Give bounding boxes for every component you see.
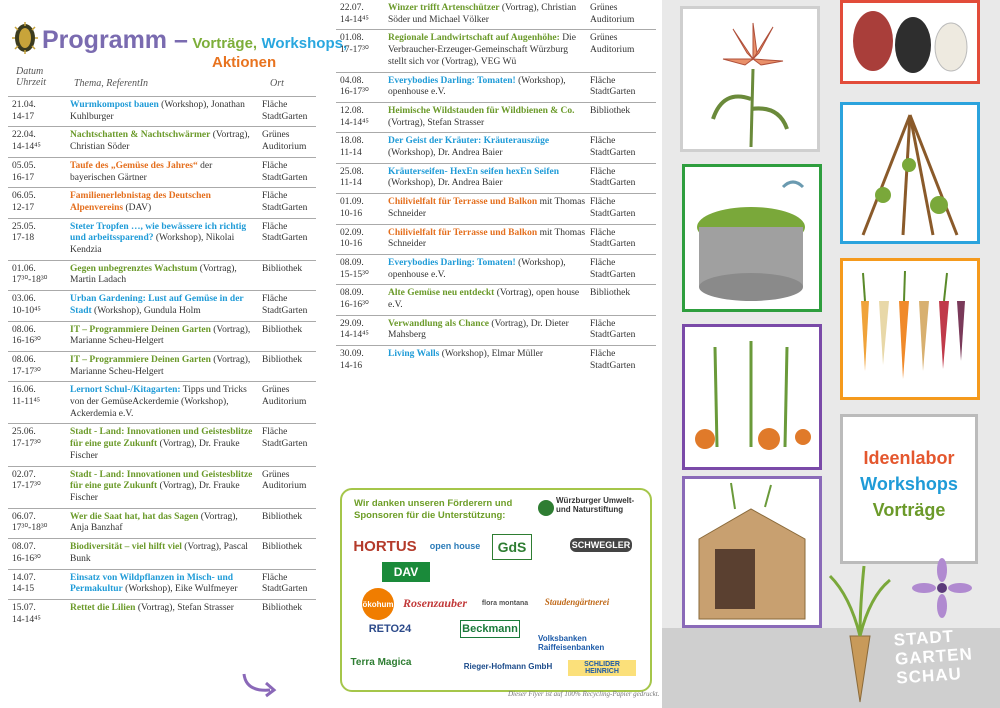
event-time: 17³⁰-18³⁰ — [12, 523, 48, 534]
event-row — [336, 0, 656, 29]
event-place: Fläche StadtGarten — [590, 349, 636, 371]
sponsor-logo-terra-magica: Terra Magica — [350, 656, 412, 668]
event-details: (Workshop), Elmar Müller — [439, 349, 544, 360]
event-date: 29.09. — [340, 318, 364, 329]
event-datetime — [12, 573, 66, 596]
event-details: (Vortrag), Martin Ladach — [70, 263, 237, 286]
event-datetime — [12, 385, 66, 408]
stadtgartenschau-stamp — [893, 625, 975, 687]
event-topic — [70, 542, 258, 565]
event-details: (Vortrag), Christian Söder — [70, 130, 250, 153]
event-datetime — [12, 191, 66, 214]
sponsor-logo-reto24: RETO24 — [368, 623, 412, 635]
event-datetime — [12, 325, 66, 348]
event-row — [8, 96, 316, 126]
event-title: IT – Programmiere Deinen Garten — [70, 324, 211, 335]
event-title: Chilivielfalt für Terrasse und Balkon — [388, 227, 538, 238]
event-place: Fläche StadtGarten — [590, 75, 636, 98]
event-row — [8, 538, 316, 568]
event-place: Bibliothek — [262, 542, 303, 553]
event-row — [336, 102, 656, 132]
event-title: Steter Tropfen …, wie bewässere ich richtig und arbeitssparend? — [70, 221, 247, 244]
event-title: Everybodies Darling: Tomaten! — [388, 257, 516, 268]
event-details: (Workshop), Nikolai Kendzia — [70, 233, 235, 256]
event-place: Bibliothek — [262, 324, 303, 335]
ideenlabor-label: Ideenlabor — [863, 448, 955, 468]
event-time: 17³⁰-18³⁰ — [12, 275, 48, 286]
event-table-right — [336, 0, 656, 371]
event-time: 11-11⁴⁵ — [12, 397, 41, 408]
event-row — [8, 466, 316, 508]
event-time: 14-14⁴⁵ — [340, 117, 369, 128]
sponsor-logo-staudengaertnerei: Staudengärtnerei — [544, 597, 610, 607]
event-row — [8, 290, 316, 320]
event-details: Die Verbraucher-Erzeuger-Gemeinschaft Würzburg stellt sich vor (Vortrag), VEG Wü — [388, 33, 576, 67]
col-date-label: Datum — [16, 66, 44, 77]
event-details: (Workshop), Dr. Andrea Baier — [388, 148, 503, 159]
event-details: (Workshop), openhouse e.V. — [388, 257, 566, 280]
event-time: 14-14⁴⁵ — [12, 614, 41, 625]
ideenlabor-box — [840, 414, 978, 564]
event-time: 10-10⁴⁵ — [12, 305, 41, 316]
event-datetime — [12, 161, 66, 184]
event-details: (Vortrag), Stefan Strasser — [135, 602, 234, 613]
event-title: Alte Gemüse neu entdeckt — [388, 288, 495, 299]
event-topic — [388, 349, 588, 361]
root-flower-icon — [820, 556, 900, 706]
event-details: (Workshop), Gundula Holm — [91, 305, 201, 316]
event-time: 15-15³⁰ — [340, 269, 369, 280]
event-topic — [388, 136, 588, 159]
event-row — [8, 126, 316, 156]
event-date: 04.08. — [340, 75, 364, 86]
event-topic — [70, 355, 258, 378]
herb-spiral-illustration — [682, 164, 822, 312]
event-topic — [70, 427, 258, 462]
event-row — [8, 260, 316, 290]
event-topic — [388, 258, 588, 281]
event-date: 08.09. — [340, 257, 364, 268]
event-time: 16-16³⁰ — [340, 300, 369, 311]
stamp-line-1: STADT — [893, 626, 955, 650]
event-details: (Workshop), Eike Wulfmeyer — [122, 584, 238, 595]
event-date: 01.08. — [340, 33, 364, 44]
event-time: 16-16³⁰ — [12, 336, 41, 347]
three-sisters-illustration — [682, 324, 822, 470]
event-datetime — [340, 3, 390, 26]
event-datetime — [340, 76, 390, 99]
lily-illustration — [680, 6, 820, 152]
sponsor-logo-oekohum: ökohum — [362, 588, 394, 620]
event-row — [336, 29, 656, 71]
stamp-line-2: GARTEN — [894, 644, 974, 669]
event-date: 08.09. — [340, 288, 364, 299]
event-date: 05.05. — [12, 160, 36, 171]
root-vegetables-illustration — [840, 258, 980, 400]
event-time: 10-16 — [340, 208, 363, 219]
event-place: Grünes Auditorium — [262, 469, 307, 492]
event-date: 02.07. — [12, 469, 36, 480]
event-title: Wurmkompost bauen — [70, 100, 159, 110]
event-details: (Vortrag), Dr. Dieter Mahsberg — [388, 318, 569, 341]
event-datetime — [12, 542, 66, 565]
event-row — [8, 423, 316, 465]
event-place: Fläche StadtGarten — [262, 572, 308, 595]
event-datetime — [12, 130, 66, 153]
event-details: (DAV) — [123, 202, 152, 213]
sunflower-seed-icon — [10, 22, 40, 54]
event-date: 08.06. — [12, 354, 36, 365]
title-aktionen: Aktionen — [212, 54, 277, 71]
event-time: 10-16 — [340, 239, 363, 250]
event-title: Kräuterseifen- HexEn seifen hexEn Seifen — [388, 166, 559, 177]
event-place: Bibliothek — [262, 602, 303, 613]
next-page-arrow-icon — [240, 668, 280, 698]
page-title — [42, 26, 348, 71]
event-datetime — [340, 288, 390, 311]
event-title: Stadt - Land: Innovationen und Geistesblitze für eine gute Zukunft — [70, 427, 253, 450]
title-vortraege: Vorträge, — [192, 35, 258, 52]
event-datetime — [340, 136, 390, 159]
event-title: Urban Gardening: Lust auf Gemüse in der Stadt — [70, 294, 244, 316]
event-time: 17-18 — [12, 233, 35, 244]
event-row — [336, 345, 656, 371]
event-datetime — [12, 294, 66, 317]
event-place: Fläche StadtGarten — [590, 197, 636, 219]
event-datetime — [340, 349, 390, 372]
event-place: Fläche StadtGarten — [262, 160, 308, 183]
event-details: (Vortrag), Dr. Frauke Fischer — [70, 439, 240, 461]
event-row — [336, 193, 656, 223]
event-date: 03.06. — [12, 294, 36, 305]
event-title: Everybodies Darling: Tomaten! — [388, 75, 516, 86]
event-title: Chilivielfalt für Terrasse und Balkon — [388, 197, 538, 208]
event-topic — [70, 161, 258, 184]
sponsor-logo-gds: GdS — [492, 534, 532, 560]
event-topic — [388, 197, 588, 220]
event-place: Grünes Auditorium — [590, 33, 635, 56]
event-date: 06.05. — [12, 191, 36, 202]
event-row — [8, 157, 316, 187]
event-time: 11-14 — [340, 178, 362, 189]
event-time: 14-16 — [340, 360, 363, 371]
event-time: 16-16³⁰ — [12, 553, 41, 564]
event-time: 14-15 — [12, 584, 35, 595]
event-title: Biodiversität – viel hilft viel — [70, 542, 182, 553]
event-place: Fläche StadtGarten — [590, 227, 636, 250]
sponsor-logo-schwegler: SCHWEGLER — [571, 540, 631, 550]
event-row — [336, 132, 656, 162]
event-time: 14-14⁴⁵ — [12, 142, 41, 153]
event-datetime — [12, 222, 66, 245]
event-date: 25.08. — [340, 166, 364, 177]
event-date: 12.08. — [340, 105, 364, 116]
event-datetime — [340, 167, 390, 190]
event-time: 14-17 — [12, 111, 35, 122]
event-date: 08.06. — [12, 324, 36, 335]
event-row — [336, 284, 656, 314]
event-datetime — [12, 264, 66, 287]
event-details: (Vortrag), Anja Banzhaf — [70, 511, 238, 534]
event-datetime — [12, 603, 66, 626]
event-topic — [388, 76, 588, 99]
event-title: Verwandlung als Chance — [388, 318, 490, 329]
title-main: Programm – — [42, 26, 188, 54]
event-topic — [70, 294, 258, 317]
event-topic — [388, 319, 588, 342]
stamp-line-3: SCHAU — [895, 664, 963, 688]
sponsor-box — [340, 488, 652, 692]
sponsor-logo-rosenzauber: Rosenzauber — [402, 595, 467, 610]
event-date: 22.04. — [12, 130, 36, 141]
event-title: Taufe des „Gemüse des Jahres“ — [70, 160, 198, 171]
event-topic — [70, 385, 258, 420]
event-table-left — [8, 96, 316, 625]
event-date: 25.05. — [12, 221, 36, 232]
sponsor-heading: Wir danken unseren Förderern und Sponsoren für die Unterstützung: — [354, 498, 513, 521]
event-datetime — [12, 427, 66, 450]
event-date: 01.06. — [12, 263, 36, 274]
raised-bed-illustration — [682, 476, 822, 628]
event-date: 25.06. — [12, 427, 36, 438]
event-place: Fläche StadtGarten — [262, 294, 308, 316]
event-time: 16-17 — [12, 172, 35, 183]
event-title: Gegen unbegrenztes Wachstum — [70, 263, 198, 274]
event-datetime — [340, 228, 390, 251]
event-title: Stadt - Land: Innovationen und Geistesblitze für eine gute Zukunft — [70, 469, 253, 492]
event-datetime — [340, 33, 390, 56]
event-topic — [70, 264, 258, 287]
event-time: 14-14⁴⁵ — [340, 14, 369, 25]
event-topic — [70, 130, 258, 153]
event-topic — [70, 100, 258, 123]
event-topic — [388, 3, 588, 26]
event-row — [8, 218, 316, 260]
event-title: Lernort Schul-/Kitagarten: — [70, 385, 181, 396]
event-time: 14-14⁴⁵ — [340, 330, 369, 341]
event-date: 14.07. — [12, 572, 36, 583]
event-topic — [70, 603, 258, 615]
event-topic — [388, 228, 588, 251]
event-topic — [70, 222, 258, 257]
event-datetime — [12, 100, 66, 123]
event-details: (Vortrag), Marianne Scheu-Helgert — [70, 354, 251, 377]
event-details: (Vortrag), Christian Söder und Michael Völker — [388, 3, 577, 25]
event-topic — [70, 470, 258, 505]
event-topic — [388, 106, 588, 129]
event-place: Fläche StadtGarten — [262, 221, 308, 244]
event-topic — [70, 191, 258, 214]
event-row — [8, 508, 316, 538]
event-details: (Workshop), Jonathan Kuhlburger — [70, 100, 245, 122]
event-time: 17-17³⁰ — [12, 439, 41, 450]
event-title: Nachtschatten & Nachtschwärmer — [70, 130, 211, 141]
event-time: 12-17 — [12, 202, 35, 213]
sponsor-logo-dav: DAV — [382, 562, 430, 582]
event-details: mit Thomas Schneider — [388, 197, 586, 219]
tipi-trellis-illustration — [840, 102, 980, 244]
flower-icon — [912, 558, 972, 618]
event-place: Grünes Auditorium — [262, 130, 307, 153]
event-date: 18.08. — [340, 136, 364, 147]
event-datetime — [340, 197, 390, 220]
event-row — [8, 569, 316, 599]
event-time: 11-14 — [340, 148, 362, 159]
event-details: (Vortrag), Pascal Bunk — [70, 542, 248, 564]
sponsor-logo-hortus: HORTUS — [353, 537, 417, 555]
event-place: Bibliothek — [262, 263, 303, 274]
event-place: Fläche StadtGarten — [590, 136, 636, 159]
col-header-place: Ort — [270, 78, 284, 89]
sponsor-logo-schlider: SCHLIDER HEINRICH — [568, 660, 636, 676]
event-place: Fläche StadtGarten — [262, 100, 308, 122]
event-place: Bibliothek — [590, 105, 631, 116]
event-place: Grünes Auditorium — [262, 385, 307, 408]
event-place: Bibliothek — [590, 288, 631, 299]
event-place: Grünes Auditorium — [590, 3, 635, 25]
event-place: Fläche StadtGarten — [262, 427, 308, 450]
sponsor-logo-umweltstiftung: Würzburger Umwelt- und Naturstiftung — [556, 496, 635, 514]
event-details: (Workshop), openhouse e.V. — [388, 75, 566, 98]
event-date: 08.07. — [12, 542, 36, 553]
event-row — [8, 187, 316, 217]
event-date: 06.07. — [12, 511, 36, 522]
event-title: Einsatz von Wildpflanzen in Misch- und Permakultur — [70, 572, 234, 595]
event-title: Wer die Saat hat, hat das Sagen — [70, 511, 199, 522]
sponsor-logo-volksbanken: Volksbanken Raiffeisenbanken — [538, 634, 605, 652]
event-details: (Vortrag), Dr. Frauke Fischer — [70, 481, 240, 503]
sponsor-logo-openhouse: open house — [429, 541, 481, 551]
event-datetime — [340, 258, 390, 281]
event-date: 16.06. — [12, 385, 36, 396]
tree-icon — [538, 500, 554, 516]
event-place: Bibliothek — [262, 511, 303, 522]
event-details: Tipps und Tricks von der GemüseAckerdemie (Workshop), Ackerdemia e.V. — [70, 385, 247, 419]
event-time: 17-17³⁰ — [12, 481, 41, 492]
event-place: Bibliothek — [262, 354, 303, 365]
event-place: Fläche StadtGarten — [262, 191, 308, 213]
event-date: 02.09. — [340, 227, 364, 238]
workshops-label: Workshops — [860, 474, 958, 494]
event-time: 16-17³⁰ — [340, 87, 369, 98]
event-details: (Workshop), Dr. Andrea Baier — [388, 178, 503, 189]
event-place: Fläche StadtGarten — [590, 318, 636, 341]
event-datetime — [340, 106, 390, 129]
event-row — [336, 224, 656, 254]
col-time-label: Uhrzeit — [16, 77, 46, 88]
event-date: 30.09. — [340, 349, 364, 360]
event-title: Rettet die Lilien — [70, 602, 136, 613]
event-title: Winzer trifft Artenschützer — [388, 3, 500, 13]
event-details: (Vortrag), Marianne Scheu-Helgert — [70, 324, 251, 347]
event-details: (Vortrag), open house e.V. — [388, 288, 580, 311]
program-column-left — [8, 0, 348, 708]
sponsor-logo-beckmann: Beckmann — [460, 620, 520, 638]
vortraege-label: Vorträge — [872, 500, 946, 520]
event-time: 17-17³⁰ — [12, 366, 41, 377]
event-topic — [388, 288, 588, 311]
event-datetime — [12, 512, 66, 535]
event-date: 22.07. — [340, 3, 364, 13]
event-datetime — [12, 470, 66, 493]
event-place: Fläche StadtGarten — [590, 166, 636, 189]
event-topic — [70, 573, 258, 596]
event-title: IT – Programmiere Deinen Garten — [70, 354, 211, 365]
title-workshops: Workshops, — [261, 35, 348, 52]
event-row — [336, 254, 656, 284]
sponsor-logo-rieger-hofmann: Rieger-Hofmann GmbH — [463, 661, 553, 671]
beans-illustration — [840, 0, 980, 84]
event-details: mit Thomas Schneider — [388, 227, 586, 250]
event-title: Regionale Landwirtschaft auf Augenhöhe: — [388, 33, 560, 44]
event-row — [8, 351, 316, 381]
event-details: der bayerischen Gärtner — [70, 160, 213, 183]
col-header-date — [16, 66, 46, 88]
event-datetime — [340, 319, 390, 342]
event-row — [336, 72, 656, 102]
event-details: (Vortrag), Stefan Strasser — [388, 117, 485, 128]
event-topic — [70, 325, 258, 348]
event-topic — [388, 167, 588, 190]
event-title: Der Geist der Kräuter: Kräuterauszüge — [388, 136, 550, 147]
event-place: Fläche StadtGarten — [590, 257, 636, 280]
event-topic — [388, 33, 588, 68]
sponsor-logo-flora-montana: flora montana — [481, 599, 529, 607]
event-date: 15.07. — [12, 602, 36, 613]
event-title: Heimische Wildstauden für Wildbienen & Co. — [388, 105, 575, 116]
event-row — [336, 315, 656, 345]
col-header-topic: Thema, ReferentIn — [74, 78, 149, 89]
event-row — [8, 321, 316, 351]
recycling-footnote: Dieser Flyer ist auf 100% Recycling-Papier gedruckt. — [508, 690, 660, 698]
event-row — [336, 163, 656, 193]
event-row — [8, 381, 316, 423]
event-time: 17-17³⁰ — [340, 45, 369, 56]
event-row — [8, 599, 316, 625]
event-datetime — [12, 355, 66, 378]
event-title: Living Walls — [388, 349, 440, 360]
event-date: 01.09. — [340, 197, 364, 208]
event-title: Familienerlebnistag des Deutschen Alpenvereins — [70, 191, 211, 213]
event-topic — [70, 512, 258, 535]
event-date: 21.04. — [12, 100, 36, 110]
